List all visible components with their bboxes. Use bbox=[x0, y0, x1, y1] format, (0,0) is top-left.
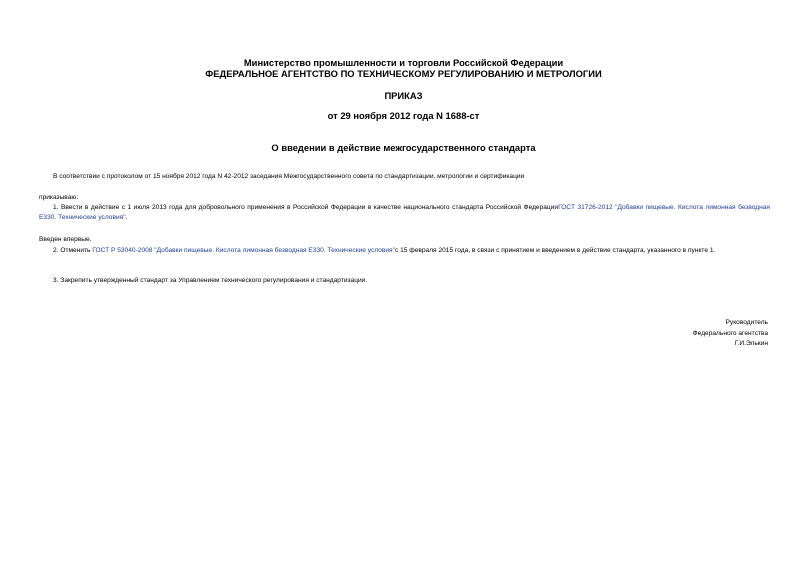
item-2-end: с 15 февраля 2015 года, в связи с принятием и введением в действие стандарта, указанного в пункте 1. bbox=[394, 247, 716, 254]
order-date-number: от 29 ноября 2012 года N 1688-ст bbox=[327, 110, 480, 121]
signature-position: Руководитель bbox=[725, 319, 768, 326]
gost-31726-link[interactable]: ГОСТ 31726-2012 "Добавки пищевые. Кислота лимонная безводная Е330. Технические условия" bbox=[39, 204, 770, 221]
signature-organization: Федерального агентства bbox=[692, 329, 768, 337]
first-introduced-note: Введен впервые. bbox=[39, 236, 92, 243]
signature-name: Г.И.Элькин bbox=[734, 340, 768, 347]
agency-name: ФЕДЕРАЛЬНОЕ АГЕНТСТВО ПО ТЕХНИЧЕСКОМУ РЕГУЛИРОВАНИЮ И МЕТРОЛОГИИ bbox=[205, 68, 602, 79]
ministry-name: Министерство промышленности и торговли Российской Федерации bbox=[243, 57, 564, 68]
order-subject: О введении в действие межгосударственного стандарта bbox=[271, 142, 536, 153]
item-1-text: 1. Ввести в действие с 1 июля 2013 года для добровольного применения в Российской Федерации в качестве национального стандарта Российской Федерации bbox=[53, 204, 559, 211]
gost-r-53040-link[interactable]: ГОСТ Р 53040-2008 "Добавки пищевые. Кислота лимонная безводная Е330. Технические условия" bbox=[92, 247, 395, 254]
item-1-end: . bbox=[125, 214, 128, 221]
signature-block bbox=[693, 318, 768, 350]
item-2-start: 2. Отменить bbox=[53, 247, 93, 254]
item-2-paragraph bbox=[39, 246, 770, 256]
order-word: приказываю: bbox=[39, 194, 79, 201]
item-1-paragraph bbox=[39, 203, 770, 223]
item-3-paragraph: 3. Закрепить утвержденный стандарт за Управлением технического регулирования и стандартизации. bbox=[53, 277, 368, 284]
intro-paragraph: В соответствии с протоколом от 15 ноября 2012 года N 42-2012 заседания Межгосударственного совета по стандартизации, метрологии и сертификации bbox=[53, 173, 525, 180]
document-type: ПРИКАЗ bbox=[384, 90, 423, 101]
document-header bbox=[0, 57, 807, 79]
